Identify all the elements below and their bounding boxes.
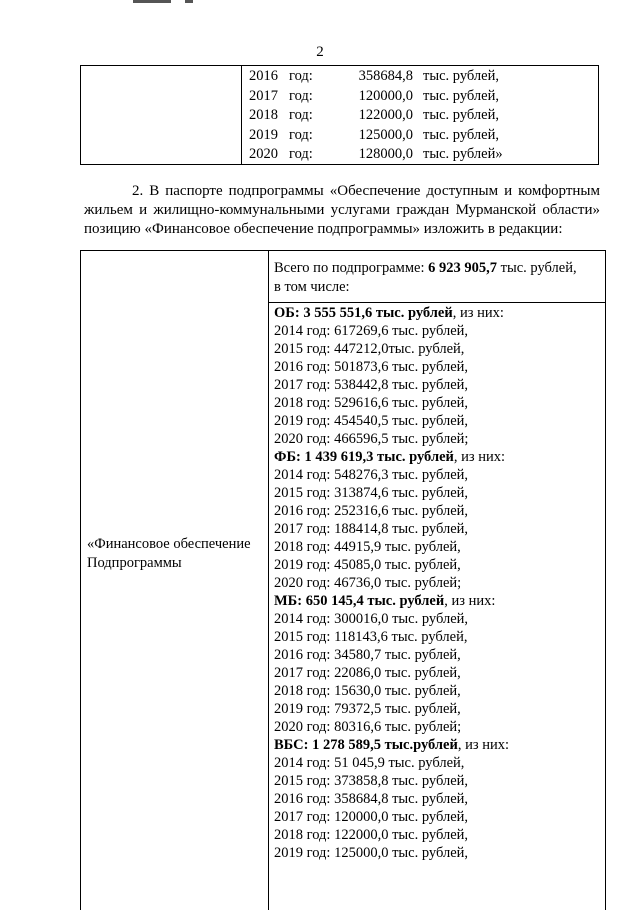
funding-year-row: 2015 год: 447212,0тыс. рублей, [274, 341, 465, 358]
funding-year-row: 2014 год: 617269,6 тыс. рублей, [274, 323, 469, 340]
top-table-cell-year: 2020 [249, 146, 278, 162]
funding-source-header [274, 448, 509, 466]
top-table-rows [249, 67, 503, 165]
funding-year-row: 2017 год: 22086,0 тыс. рублей, [274, 665, 461, 682]
funding-source-suffix: , из них: [444, 593, 496, 610]
funding-year-row: 2016 год: 34580,7 тыс. рублей, [274, 647, 461, 664]
page-number: 2 [316, 44, 324, 60]
top-table-cell-value: 120000,0 [358, 87, 413, 104]
funding-year-row: 2018 год: 44915,9 тыс. рублей, [274, 539, 461, 556]
funding-year-row: 2016 год: 252316,6 тыс. рублей, [274, 503, 469, 520]
funding-year-row: 2019 год: 125000,0 тыс. рублей, [274, 845, 469, 862]
funding-year-row: 2019 год: 79372,5 тыс. рублей, [274, 701, 461, 718]
top-table-cell-unit: тыс. рублей, [423, 126, 499, 143]
top-table-cell-unit: тыс. рублей, [423, 87, 499, 104]
top-table [80, 65, 599, 165]
funding-year-row: 2017 год: 538442,8 тыс. рублей, [274, 377, 469, 394]
top-table-cell-year: 2017 [249, 87, 278, 104]
funding-year-row: 2018 год: 529616,6 тыс. рублей, [274, 395, 469, 412]
top-table-cell-year: 2018 [249, 107, 278, 123]
top-table-row [249, 145, 503, 165]
funding-year-row: 2014 год: 548276,3 тыс. рублей, [274, 467, 469, 484]
top-table-cell-value: 125000,0 [358, 126, 413, 143]
paragraph-line: жильем и жилищно-коммунальными услугами граждан Мурманской области» [84, 202, 600, 218]
left-cell-label [87, 535, 265, 573]
funding-source-header [274, 592, 509, 610]
top-table-row [249, 106, 503, 126]
funding-source-total: ОБ: 3 555 551,6 тыс. рублей [274, 305, 453, 321]
funding-year-row: 2018 год: 122000,0 тыс. рублей, [274, 827, 469, 844]
total-value: 6 923 905,7 [428, 260, 497, 276]
funding-year-row: 2015 год: 118143,6 тыс. рублей, [274, 629, 468, 646]
top-table-cell-value: 358684,8 [358, 68, 413, 84]
main-table [80, 250, 606, 910]
funding-year-row: 2015 год: 313874,6 тыс. рублей, [274, 485, 469, 502]
total-suffix: тыс. рублей, [497, 260, 577, 276]
funding-year-row: 2020 год: 80316,6 тыс. рублей; [274, 719, 462, 736]
top-table-cell-unit: тыс. рублей, [423, 68, 499, 84]
top-table-cell-unit-year: год: [289, 126, 313, 143]
table-divider [268, 251, 269, 910]
funding-year-row: 2020 год: 46736,0 тыс. рублей; [274, 575, 462, 592]
paragraph-line: 2. В паспорте подпрограммы «Обеспечение доступным и комфортным [132, 183, 600, 199]
top-table-cell-unit-year: год: [289, 146, 313, 162]
total-cell [274, 259, 599, 297]
top-table-cell-unit: тыс. рублей» [423, 146, 503, 162]
funding-year-row: 2019 год: 454540,5 тыс. рублей, [274, 413, 469, 430]
funding-year-row: 2019 год: 45085,0 тыс. рублей, [274, 557, 461, 574]
funding-list [274, 304, 509, 862]
top-table-cell-unit-year: год: [289, 87, 313, 104]
funding-year-row: 2015 год: 373858,8 тыс. рублей, [274, 773, 469, 790]
top-table-cell-year: 2016 [249, 68, 278, 84]
total-prefix: Всего по подпрограмме: [274, 260, 429, 276]
funding-source-total: ФБ: 1 439 619,3 тыс. рублей [274, 449, 454, 466]
funding-source-header [274, 304, 509, 322]
scan-artifact [185, 0, 193, 3]
top-table-row [249, 87, 503, 107]
funding-source-total: ВБС: 1 278 589,5 тыс.рублей [274, 737, 458, 754]
left-label-line: «Финансовое обеспечение [87, 536, 251, 552]
top-table-cell-unit-year: год: [289, 68, 313, 84]
table-divider [241, 66, 242, 164]
top-table-cell-year: 2019 [249, 126, 278, 143]
top-table-row [249, 67, 503, 87]
left-label-line: Подпрограммы [87, 555, 182, 571]
funding-source-suffix: , из них: [453, 449, 506, 466]
funding-year-row: 2017 год: 120000,0 тыс. рублей, [274, 809, 469, 826]
top-table-row [249, 126, 503, 146]
top-table-cell-value: 122000,0 [358, 107, 413, 123]
funding-year-row: 2014 год: 51 045,9 тыс. рублей, [274, 755, 465, 772]
funding-year-row: 2014 год: 300016,0 тыс. рублей, [274, 611, 469, 628]
funding-source-total: МБ: 650 145,4 тыс. рублей [274, 593, 445, 610]
funding-year-row: 2018 год: 15630,0 тыс. рублей, [274, 683, 461, 700]
funding-source-suffix: , из них: [452, 305, 504, 321]
top-table-cell-unit-year: год: [289, 107, 313, 123]
funding-year-row: 2020 год: 466596,5 тыс. рублей; [274, 431, 469, 448]
funding-year-row: 2016 год: 501873,6 тыс. рублей, [274, 359, 469, 376]
funding-year-row: 2016 год: 358684,8 тыс. рублей, [274, 791, 469, 808]
table-row-divider [268, 302, 605, 303]
top-table-cell-unit: тыс. рублей, [423, 107, 499, 123]
total-line2: в том числе: [274, 279, 350, 295]
scan-artifact [133, 0, 171, 3]
funding-source-suffix: , из них: [457, 737, 510, 754]
top-table-cell-value: 128000,0 [358, 146, 413, 162]
paragraph-line: позицию «Финансовое обеспечение подпрограммы» изложить в редакции: [84, 221, 563, 237]
funding-year-row: 2017 год: 188414,8 тыс. рублей, [274, 521, 469, 538]
paragraph [84, 182, 600, 239]
funding-source-header [274, 736, 509, 754]
